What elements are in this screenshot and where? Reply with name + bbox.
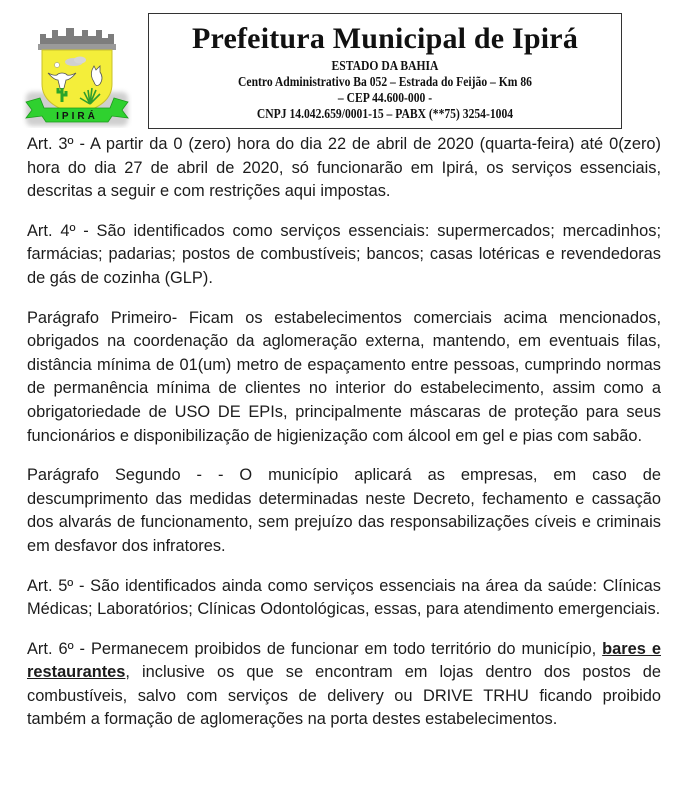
article-5: Art. 5º - São identificados ainda como serviços essenciais na área da saúde: Clínicas Médicas; Laboratórios; Clínicas Odontológicas, essas, para atendimento emergenciais. [27,576,661,619]
contact-line: CNPJ 14.042.659/0001-15 – PABX (**75) 3254-1004 [256,106,514,121]
coat-of-arms-logo [22,22,132,128]
article-4: Art. 4º - São identificados como serviços essenciais: supermercados; mercadinhos; farmácias; padarias; postos de combustíveis; bancos; casas lotéricas e revendedoras de gás de cozinha (GLP). [27,221,661,287]
article-6-intro: Art. 6º - Permanecem proibidos de funcionar em todo território do município, [27,639,603,658]
bars-restaurants-emphasis: bares e restaurantes [27,639,661,682]
article-6-rest: , inclusive os que se encontram em lojas dentro dos postos de combustíveis, salvo com serviços de delivery ou DRIVE TRHU ficando proibido também a formação de aglomerações na porta destes estabelecimentos. [27,663,661,729]
article-6 [27,638,661,732]
municipality-title: Prefeitura Municipal de Ipirá [191,22,579,55]
cep-line: – CEP 44.600-000 - [337,90,433,105]
logo-ribbon-text: IPIRÁ [56,111,98,122]
address-line: Centro Administrativo Ba 052 – Estrada do Feijão – Km 86 [238,74,532,89]
letterhead-box [148,13,622,129]
paragraph-second: Parágrafo Segundo - - O município aplicará as empresas, em caso de descumprimento das medidas determinadas neste Decreto, fechamento e cassação dos alvarás de funcionamento, sem prejuízo das responsabilizações cíveis e criminais em desfavor dos infratores. [27,466,661,555]
state-name: ESTADO DA BAHIA [331,58,439,73]
paragraph-first: Parágrafo Primeiro- Ficam os estabelecimentos comerciais acima mencionados, obrigados na coordenação da aglomeração externa, mantendo, em eventuais filas, distância mínima de 01(um) metro de espaçamento entre pessoas, cumprindo normas de permanência mínima de clientes no interior do estabelecimento, assim como a obrigatoriedade de USO DE EPIs, principalmente máscaras de proteção para seus funcionários e disponibilização de higienização com álcool em gel e pias com sabão. [27,308,661,445]
coat-of-arms-icon [22,22,132,128]
article-3: Art. 3º - A partir da 0 (zero) hora do dia 22 de abril de 2020 (quarta-feira) até 0(zero) hora do dia 27 de abril de 2020, só funcionarão em Ipirá, os serviços essenciais, descritas a seguir e com restrições aqui impostas. [27,135,661,201]
decree-body [27,133,661,748]
